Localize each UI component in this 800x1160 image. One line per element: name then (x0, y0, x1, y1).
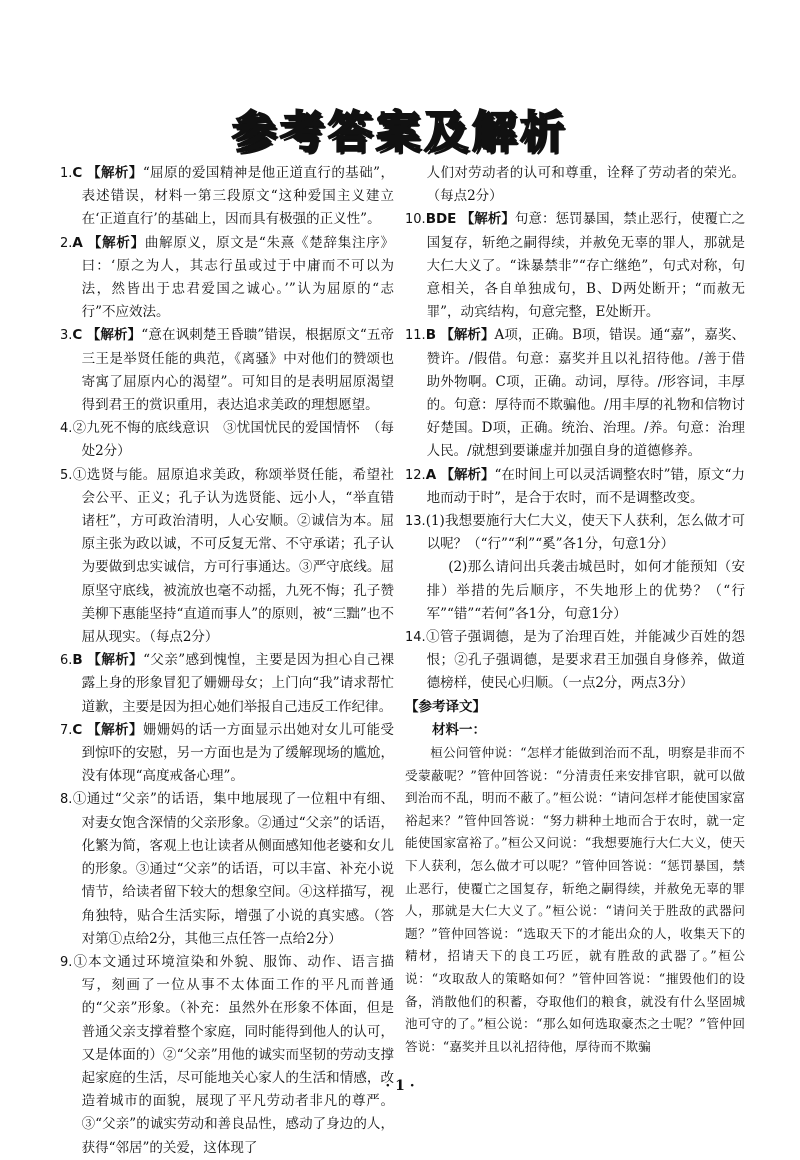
analysis-tag: 【解析】 (87, 721, 143, 738)
answer-choice: C (72, 327, 83, 344)
answer-choice: C (72, 721, 83, 738)
answer-item (405, 510, 745, 556)
answer-choice: A (72, 234, 83, 251)
answer-text: 曲解原义，原文是“朱熹《楚辞集注序》曰：‘原之为人，其志行虽或过于中庸而不可以为法，然皆出于忠君爱国之诚心。’”认为屈原的“志行”不应效法。 (81, 234, 395, 321)
answer-choice: B (72, 652, 83, 669)
answer-text: “父亲”感到愧惶，主要是因为担心自己裸露上身的形象冒犯了姗姗母女；上门向“我”请求帮忙道歉，主要是因为担心她们举报自己违反工作纪律。 (81, 652, 394, 715)
analysis-tag: 【解析】 (440, 327, 495, 344)
page-title: 参考答案及解析 (232, 107, 568, 158)
question-number: 4. (60, 421, 73, 437)
analysis-tag: 【解析】 (460, 211, 515, 228)
answer-item (405, 208, 745, 324)
answer-text: 句意：惩罚暴国，禁止恶行，使覆亡之国复存，斩绝之嗣得续，并赦免无辜的罪人，那就是大仁大义了。“诛暴禁非”“存亡继绝”，句式对称，句意相关，各自单独成句，B、D两处断开；“而赦无罪”，动宾结构，句意完整，E处断开。 (426, 211, 746, 321)
question-number: 13. (405, 514, 426, 530)
answer-text: ①管子强调德，是为了治理百姓，并能减少百姓的怨恨；②孔子强调德，是要求君王加强自身修养，做道德榜样，使民心归顺。（一点2分，两点3分） (425, 629, 745, 692)
analysis-tag: 【解析】 (87, 652, 144, 669)
question-number: 3. (60, 328, 73, 344)
answer-item (60, 324, 394, 417)
answer-text: ②九死不悔的底线意识 ③忧国忧民的爱国情怀 （每处2分） (72, 420, 394, 460)
answer-item (60, 788, 394, 950)
answer-13-part-2: (2)那么请问出兵袭击城邑时，如何才能预知（安排）举措的先后顺序，不失地形上的优势？（“行军”“错”“若何”各1分，句意1分） (426, 559, 745, 622)
analysis-tag: 【解析】 (440, 466, 495, 483)
question-number: 6. (60, 653, 73, 669)
answer-item (60, 417, 394, 463)
question-number: 2. (60, 235, 73, 251)
question-number: 1. (60, 166, 73, 181)
answer-text: “屈原的爱国精神是他正道直行的基础”，表述错误，材料一第三段原文“这种爱国主义建立在‘正道直行’的基础上，因而具有极强的正义性”。 (81, 165, 394, 228)
answer-item (60, 951, 394, 1160)
material-one-heading: 材料一： (432, 721, 486, 738)
analysis-tag: 【解析】 (86, 327, 142, 344)
question-number: 9. (60, 954, 73, 970)
answer-item (60, 649, 394, 719)
answer-text: ①通过“父亲”的话语，集中地展现了一位粗中有细、对妻女饱含深情的父亲形象。②通过“父亲”的话语，化繁为简，客观上也让读者从侧面感知他老婆和女儿的形象。③通过“父亲”的话语，可以丰富、补充小说情节，给读者留下较大的想象空间。④这样描写，视角独特，贴合生活实际，增强了小说的真实感。（答对第①点给2分，其他三点任答一点给2分） (72, 791, 394, 947)
answer-text: ①选贤与能。屈原追求美政，称颂举贤任能，希望社会公平、正义；孔子认为选贤能、远小人，“举直错诸枉”，方可政治清明，人心安顺。②诚信为本。屈原主张为政以诚，不可反复无常、不守承诺；孔子认为要做到忠实诚信，方可行事通达。③严守底线。屈原坚守底线，被流放也毫不动摇，九死不悔；孔子赞美柳下惠能坚持“直道而事人”的原则，被“三黜”也不屈从现实。（每点2分） (72, 466, 394, 646)
question-number: 5. (60, 467, 73, 483)
answer-item (60, 719, 394, 789)
analysis-tag: 【解析】 (87, 165, 143, 181)
answer-item (405, 324, 745, 463)
answer-item (405, 626, 745, 696)
question-number: 14. (405, 630, 426, 646)
translation-text: 桓公问管仲说：“怎样才能做到治而不乱，明察是非而不受蒙蔽呢？”管仲回答说：“分清责任来安排官职，就可以做到治而不乱，明而不蔽了。”桓公说：“请问怎样才能使国家富裕起来？”管仲回答说：“努力耕种土地而合于农时，就一定能使国家富裕了。”桓公又问说：“我想要施行大仁大义，使天下人获利，怎么做才可以呢？”管仲回答说：“惩罚暴国，禁止恶行，使覆亡之国复存，斩绝之嗣得续，并赦免无辜的罪人，那就是大仁大义了。”桓公说：“请问关于胜敌的武器问题？”管仲回答说：“选取天下的才能出众的人，收集天下的精材，招请天下的良工巧匠，就有胜敌的武器了。”桓公说：“攻取敌人的策略如何？”管仲回答说：“摧毁他们的设备，消散他们的积蓄，夺取他们的粮食，就没有什么坚固城池可守的了。”桓公说：“那么如何选取豪杰之士呢？”管仲回答说：“嘉奖并且以礼招待他，厚待而不欺骗 (405, 745, 745, 1054)
answer-9-continuation: 人们对劳动者的认可和尊重，诠释了劳动者的荣光。（每点2分） (426, 165, 745, 205)
question-number: 8. (60, 792, 73, 808)
right-column (405, 162, 745, 1058)
analysis-tag: 【解析】 (87, 234, 145, 251)
answer-item (60, 232, 394, 325)
answer-text: “意在讽刺楚王昏聩”错误，根据原文“五帝三王是举贤任能的典范，《离骚》中对他们的赞颂也寄寓了屈原内心的渴望”。可知目的是表明屈原渴望得到君王的赏识重用，表达追求美政的理想愿望。 (81, 327, 394, 414)
answer-text: 姗姗妈的话一方面显示出她对女儿可能受到惊吓的安慰，另一方面也是为了缓解现场的尴尬，没有体现“高度戒备心理”。 (81, 721, 395, 785)
question-number: 12. (405, 467, 426, 483)
question-number: 7. (60, 722, 73, 738)
answer-choice: B (425, 327, 436, 344)
answer-choice: C (72, 165, 83, 181)
page-number: · 1 · (385, 1078, 415, 1094)
translation-heading: 【参考译文】 (405, 698, 486, 715)
answer-choice: A (425, 466, 437, 483)
answer-item (405, 464, 745, 510)
answer-text: ①本文通过环境渲染和外貌、服饰、动作、语言描写，刻画了一位从事不太体面工作的平凡而普通的“父亲”形象。（补充：虽然外在形象不体面，但是普通父亲支撑着整个家庭，同时能得到他人的认可，又是体面的）②“父亲”用他的诚实而坚韧的劳动支撑起家庭的生活，尽可能地关心家人的生活和情感，改造着城市的面貌，展现了平凡劳动者非凡的尊严。③“父亲”的诚实劳动和善良品性，感动了身边的人，获得“邻居”的关爱，这体现了 (72, 953, 394, 1156)
question-number: 11. (405, 328, 426, 344)
answer-choice: BDE (425, 211, 457, 228)
answer-item (60, 162, 394, 232)
answer-item (60, 464, 394, 650)
answer-text: “在时间上可以灵活调整农时”错，原文“力地而动于时”，是合于农时，而不是调整改变。 (426, 466, 745, 506)
question-number: 10. (405, 212, 426, 228)
answer-text: A项，正确。B项，错误。通“嘉”，嘉奖、赞许。/假借。句意：嘉奖并且以礼招待他。/善于借助外物啊。C项，正确。动词，厚待。/形容词，丰厚的。句意：厚待而不欺骗他。/用丰厚的礼物和信物讨好楚国。D项，正确。统治、治理。/养。句意：治理人民。/就想到要谦虚并加强自身的道德修养。 (426, 327, 745, 460)
left-column (60, 162, 394, 1160)
answer-text: (1)我想要施行大仁大义，使天下人获利，怎么做才可以呢？（“行”“利”“奚”各1分，句意1分） (425, 513, 745, 553)
